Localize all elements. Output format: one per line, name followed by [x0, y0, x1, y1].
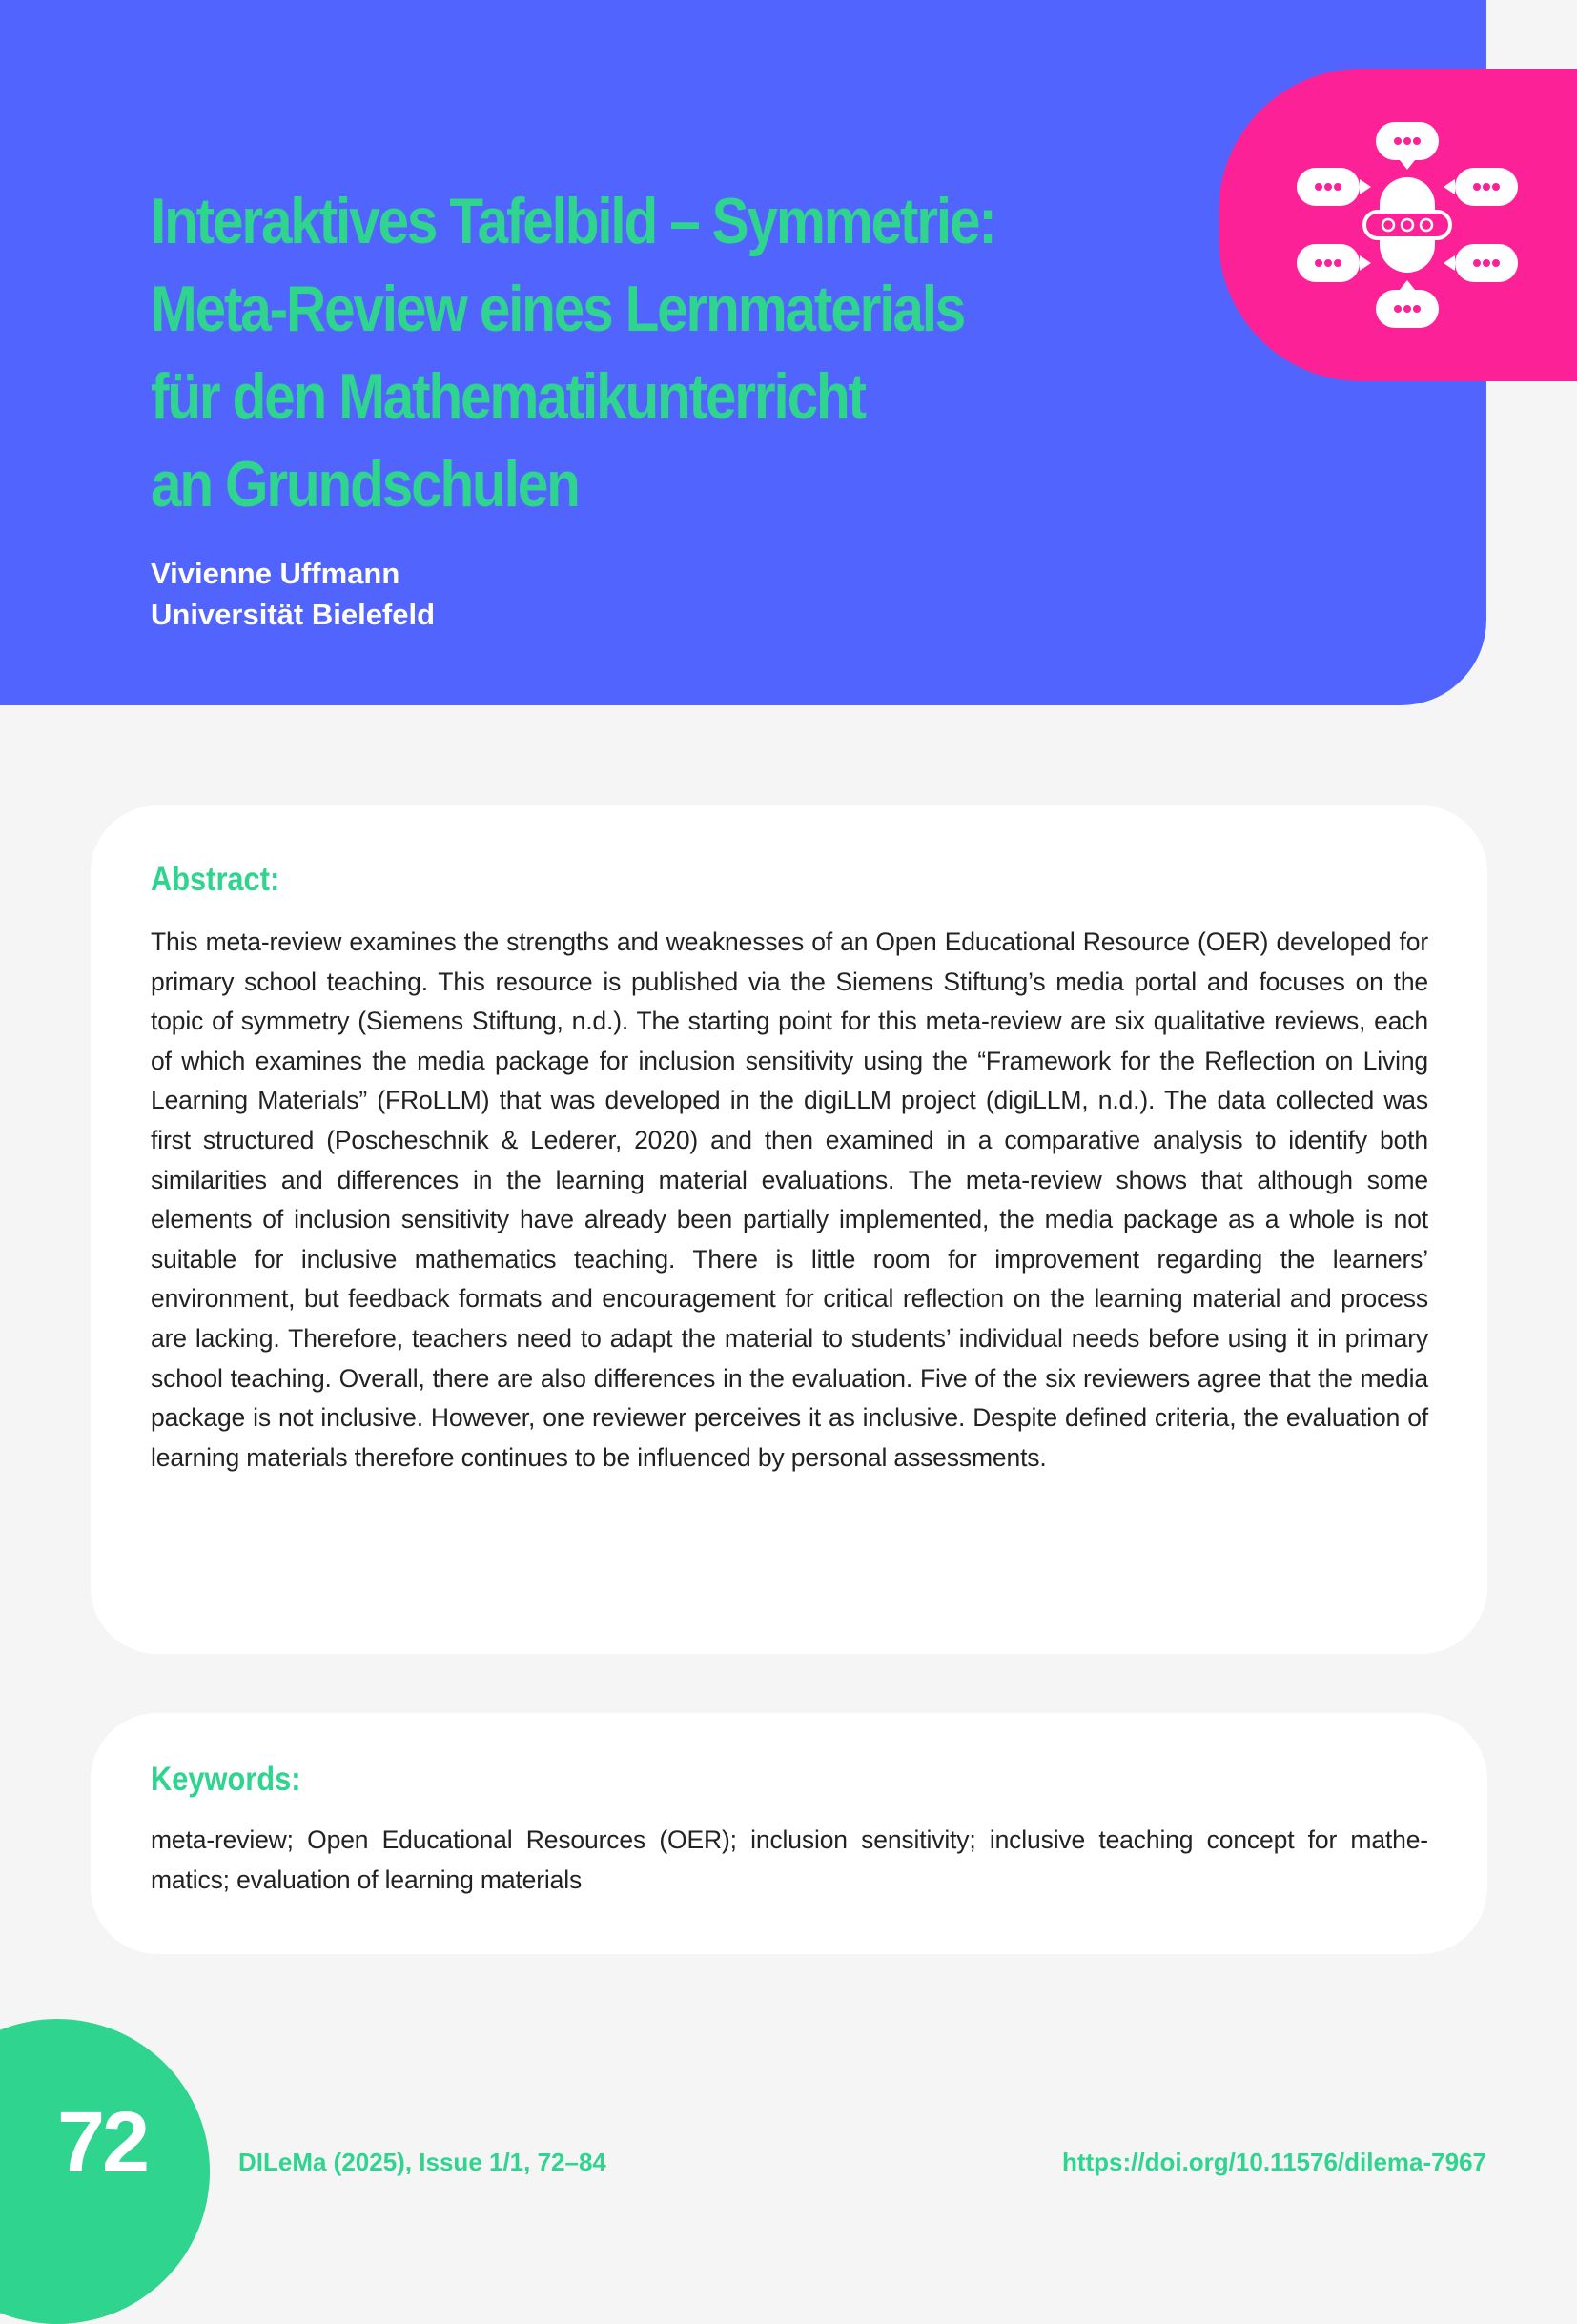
keywords-text: meta-review; Open Educational Resources (OER); inclusion sensitivity; inclusive teaching concept for mathe-matics; evaluation of learning materials	[151, 1825, 1428, 1894]
author-name: Vivienne Uffmann	[151, 557, 400, 590]
category-badge	[1219, 69, 1577, 381]
robot-chat-bubbles-icon	[1219, 69, 1577, 381]
keywords-card	[91, 1713, 1487, 1954]
doi-link[interactable]: https://doi.org/10.11576/dilema-7967	[1061, 2148, 1486, 2176]
abstract-text: This meta-review examines the strengths and weaknesses of an Open Educational Resource (OER) developed for primary school teaching. This resource is published via the Siemens Stiftung’s media portal and focuses on the topic of symmetry (Siemens Stiftung, n.d.). The starting point for this meta-review are six qualitative reviews, each of which examines the media package for inclusion sensitivity using the “Framework for the Reflection on Living Learning Materials” (FRoLLM) that was developed in the digiLLM project (digiLLM, n.d.). The data collected was first structured (Poscheschnik & Lederer, 2020) and then examined in a comparative analysis to identify both similarities and differences in the learning material evaluations. The meta-review shows that although some elements of inclusion sensitivity have already been partially implemented, the media package as a whole is not suitable for inclusive mathematics teaching. There is little room for improvement regarding the learners’ environment, but feedback formats and encouragement for critical reflection on the learning material and process are lacking. Therefore, teachers need to adapt the material to students’ individual needs before using it in primary school teaching. Overall, there are also differences in the evaluation. Five of the six reviewers agree that the media package is not inclusive. However, one reviewer perceives it as inclusive. Despite defined criteria, the evaluation of learning materials therefore continues to be influenced by personal assessments.	[151, 928, 1428, 1472]
abstract-card	[91, 805, 1487, 1654]
title-line: Meta-Review eines Lernmaterials	[151, 273, 965, 345]
journal-citation: DILeMa (2025), Issue 1/1, 72–84	[238, 2148, 606, 2176]
page-number: 72	[57, 2095, 148, 2191]
title-line: für den Mathematikunterricht	[151, 360, 865, 433]
page-title	[151, 177, 1053, 528]
author-affiliation: Universität Bielefeld	[151, 598, 436, 631]
abstract-heading: Abstract:	[151, 861, 280, 898]
keywords-heading: Keywords:	[151, 1761, 301, 1798]
title-line: an Grundschulen	[151, 448, 579, 520]
title-line: Interaktives Tafelbild – Symmetrie:	[151, 185, 995, 257]
